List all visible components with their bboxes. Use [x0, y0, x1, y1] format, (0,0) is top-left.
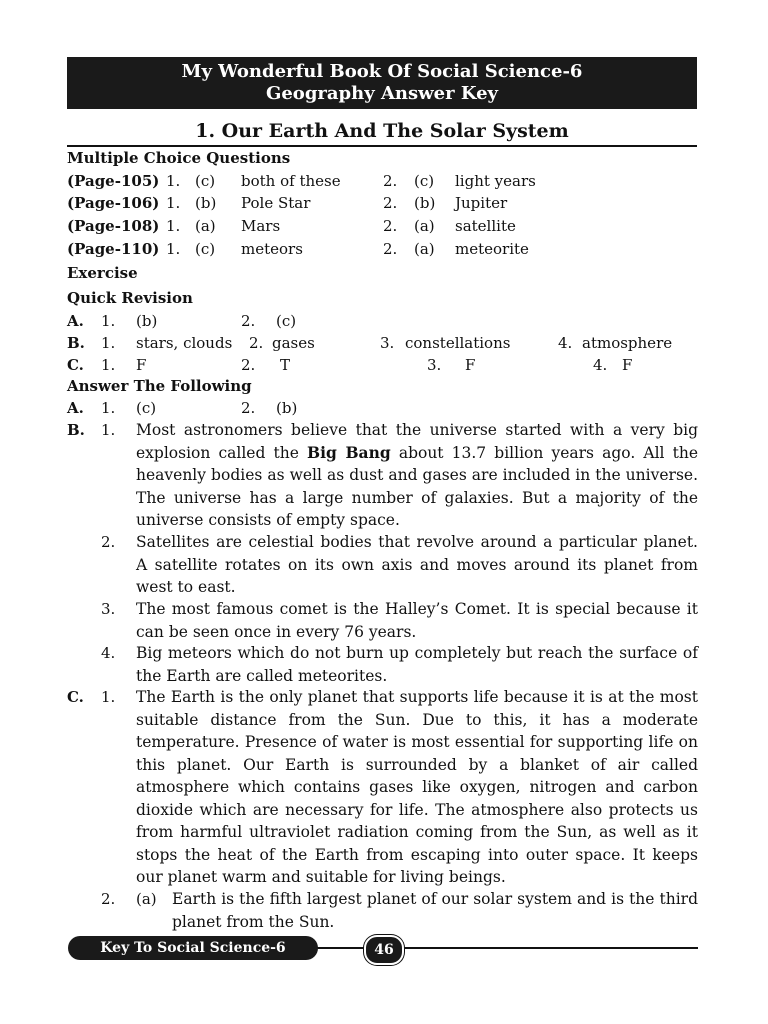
- section-label: B.: [67, 334, 85, 352]
- item-num: 2.: [241, 399, 256, 417]
- answer-paragraph: [136, 419, 698, 532]
- mcq-num: 2.: [383, 217, 398, 235]
- mcq-option: (a): [414, 217, 435, 235]
- mcq-num: 2.: [383, 172, 398, 190]
- mcq-page: (Page-110): [67, 240, 160, 258]
- item-num: 3.: [380, 334, 395, 352]
- item-num: 2.: [101, 890, 116, 908]
- item-answer: (c): [276, 312, 297, 330]
- mcq-heading: Multiple Choice Questions: [67, 149, 291, 167]
- section-label: C.: [67, 688, 84, 706]
- answer-paragraph: The most famous comet is the Halley’s Comet. It is special because it can be seen once in every 76 years.: [136, 600, 698, 641]
- item-answer: F: [465, 356, 476, 374]
- item-answer: constellations: [405, 334, 511, 352]
- exercise-heading: Exercise: [67, 264, 138, 282]
- item-num: 4.: [558, 334, 573, 352]
- mcq-num: 2.: [383, 240, 398, 258]
- item-num: 1.: [101, 334, 116, 352]
- mcq-num: 1.: [166, 240, 181, 258]
- item-answer: F: [622, 356, 633, 374]
- mcq-page: (Page-108): [67, 217, 160, 235]
- mcq-answer: Pole Star: [241, 194, 311, 212]
- section-label: B.: [67, 421, 85, 439]
- answer-following-heading: Answer The Following: [67, 377, 252, 395]
- item-answer: stars, clouds: [136, 334, 233, 352]
- item-num: 4.: [593, 356, 608, 374]
- answer-text: Most astronomers believe that the universe started with a very big explosion called the: [136, 421, 698, 462]
- mcq-answer: Jupiter: [455, 194, 508, 212]
- book-title: My Wonderful Book Of Social Science-6: [181, 61, 583, 82]
- quick-revision-heading: Quick Revision: [67, 289, 193, 307]
- answer-bold-term: Big Bang: [307, 442, 391, 462]
- answer-paragraph: The Earth is the only planet that supports life because it is at the most suitable distance from the Sun. Due to this, it has a moderate temperature. Presence of water is most essential for supporting life on this planet. Our Earth is surrounded by a blanket of air called atmosphere which contains gases like oxygen, nitrogen and carbon dioxide which are necessary for life. The atmosphere also protects us from harmful ultraviolet radiation coming from the Sun, as well as it stops the heat of the Earth from escaping into outer space. It keeps our planet warm and suitable for living beings.: [136, 688, 698, 886]
- page-number: 46: [364, 935, 404, 965]
- item-num: 2.: [241, 356, 256, 374]
- section-label: A.: [67, 399, 84, 417]
- mcq-num: 1.: [166, 194, 181, 212]
- item-num: 1.: [101, 688, 116, 706]
- item-num: 1.: [101, 356, 116, 374]
- item-answer: (c): [136, 399, 157, 417]
- section-label: A.: [67, 312, 84, 330]
- answer-paragraph: Big meteors which do not burn up completely but reach the surface of the Earth are called meteorites.: [136, 644, 698, 685]
- mcq-option: (c): [414, 172, 435, 190]
- item-num: 1.: [101, 312, 116, 330]
- mcq-option: (b): [414, 194, 436, 212]
- item-answer: F: [136, 356, 147, 374]
- mcq-num: 1.: [166, 172, 181, 190]
- section-label: C.: [67, 356, 84, 374]
- item-answer: (b): [136, 312, 158, 330]
- item-num: 2.: [249, 334, 264, 352]
- item-answer: gases: [272, 334, 315, 352]
- mcq-option: (a): [414, 240, 435, 258]
- answer-text: about 13.7 billion years ago. All the heavenly bodies as well as dust and gases are included in the universe. The universe has a large number of galaxies. But a majority of the universe consists of empty space.: [136, 443, 698, 529]
- mcq-answer: meteors: [241, 240, 303, 258]
- mcq-answer: meteorite: [455, 240, 529, 258]
- answer-paragraph: Earth is the fifth largest planet of our solar system and is the third planet from the Sun.: [172, 890, 698, 931]
- item-answer: (b): [276, 399, 298, 417]
- footer-label: Key To Social Science-6: [68, 936, 318, 960]
- sub-item-label: (a): [136, 890, 157, 908]
- item-num: 2.: [101, 533, 116, 551]
- mcq-answer: light years: [455, 172, 536, 190]
- mcq-option: (c): [195, 172, 216, 190]
- mcq-option: (a): [195, 217, 216, 235]
- mcq-num: 2.: [383, 194, 398, 212]
- item-num: 3.: [427, 356, 442, 374]
- item-num: 4.: [101, 644, 116, 662]
- mcq-answer: satellite: [455, 217, 516, 235]
- book-header: [67, 57, 697, 109]
- item-num: 3.: [101, 600, 116, 618]
- item-num: 1.: [101, 421, 116, 439]
- mcq-answer: both of these: [241, 172, 341, 190]
- item-answer: atmosphere: [582, 334, 673, 352]
- mcq-num: 1.: [166, 217, 181, 235]
- mcq-answer: Mars: [241, 217, 281, 235]
- item-num: 2.: [241, 312, 256, 330]
- book-subtitle: Geography Answer Key: [265, 83, 498, 104]
- mcq-page: (Page-106): [67, 194, 160, 212]
- mcq-option: (c): [195, 240, 216, 258]
- item-answer: T: [280, 356, 291, 374]
- item-num: 1.: [101, 399, 116, 417]
- mcq-page: (Page-105): [67, 172, 160, 190]
- answer-paragraph: Satellites are celestial bodies that revolve around a particular planet. A satellite rotates on its own axis and moves around its planet from west to east.: [136, 533, 698, 596]
- chapter-title: 1. Our Earth And The Solar System: [67, 119, 697, 147]
- mcq-option: (b): [195, 194, 217, 212]
